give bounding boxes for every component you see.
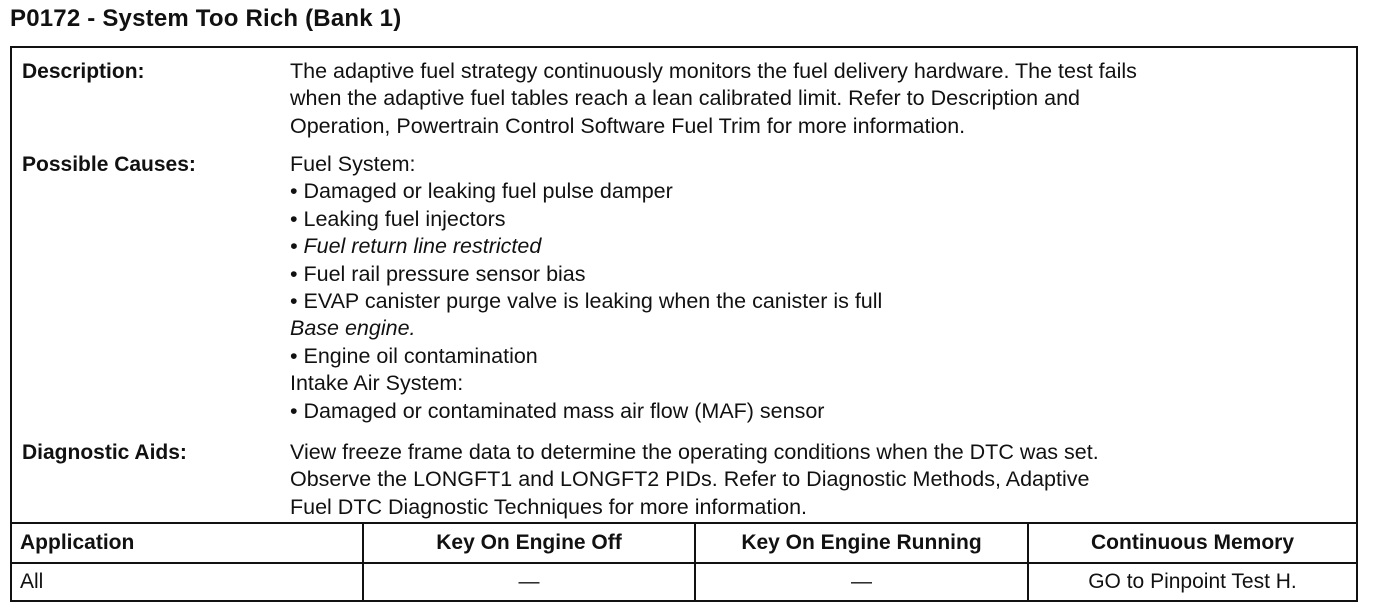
header-key-on-engine-running: Key On Engine Running <box>696 524 1029 562</box>
table-row <box>12 562 1356 602</box>
cause-item: • Damaged or contaminated mass air flow (MAF) sensor <box>290 398 825 423</box>
description-line: when the adaptive fuel tables reach a lean calibrated limit. Refer to Description and <box>290 86 1080 111</box>
cause-item: • Leaking fuel injectors <box>290 206 506 231</box>
cause-item: • Fuel return line restricted <box>290 234 542 259</box>
header-continuous-memory: Continuous Memory <box>1091 531 1294 554</box>
diagnostic-aids-label: Diagnostic Aids: <box>22 441 187 464</box>
diagnostic-aids-line: Observe the LONGFT1 and LONGFT2 PIDs. Refer to Diagnostic Methods, Adaptive <box>290 467 1090 492</box>
cell-continuous-memory: GO to Pinpoint Test H. <box>1088 570 1297 593</box>
description-text <box>290 58 1342 140</box>
header-key-on-engine-off: Key On Engine Off <box>364 524 696 562</box>
cause-heading: Base engine. <box>290 316 416 341</box>
diagnostic-aids-text <box>290 439 1342 521</box>
description-label: Description: <box>22 60 145 83</box>
cause-heading: Fuel System: <box>290 152 416 176</box>
cell-application: All <box>12 562 364 602</box>
possible-causes-label: Possible Causes: <box>22 153 196 176</box>
cell-key-on-engine-running: — <box>696 562 1029 602</box>
dtc-info-box <box>10 46 1358 602</box>
table-header-row <box>12 524 1356 564</box>
cause-item: • Fuel rail pressure sensor bias <box>290 261 586 286</box>
diagnostic-aids-line: Fuel DTC Diagnostic Techniques for more information. <box>290 494 808 519</box>
description-line: The adaptive fuel strategy continuously monitors the fuel delivery hardware. The test fails <box>290 59 1137 83</box>
cause-item: • Engine oil contamination <box>290 343 538 368</box>
application-table <box>12 522 1356 600</box>
cause-heading: Intake Air System: <box>290 371 464 396</box>
page-title: P0172 - System Too Rich (Bank 1) <box>10 5 402 32</box>
header-application: Application <box>12 524 364 562</box>
cause-item: • Damaged or leaking fuel pulse damper <box>290 179 673 204</box>
diagnostic-aids-line: View freeze frame data to determine the operating conditions when the DTC was set. <box>290 440 1099 464</box>
cell-key-on-engine-off: — <box>364 562 696 602</box>
possible-causes-list <box>290 151 1342 425</box>
cause-item: • EVAP canister purge valve is leaking when the canister is full <box>290 289 883 314</box>
description-line: Operation, Powertrain Control Software Fuel Trim for more information. <box>290 113 966 138</box>
